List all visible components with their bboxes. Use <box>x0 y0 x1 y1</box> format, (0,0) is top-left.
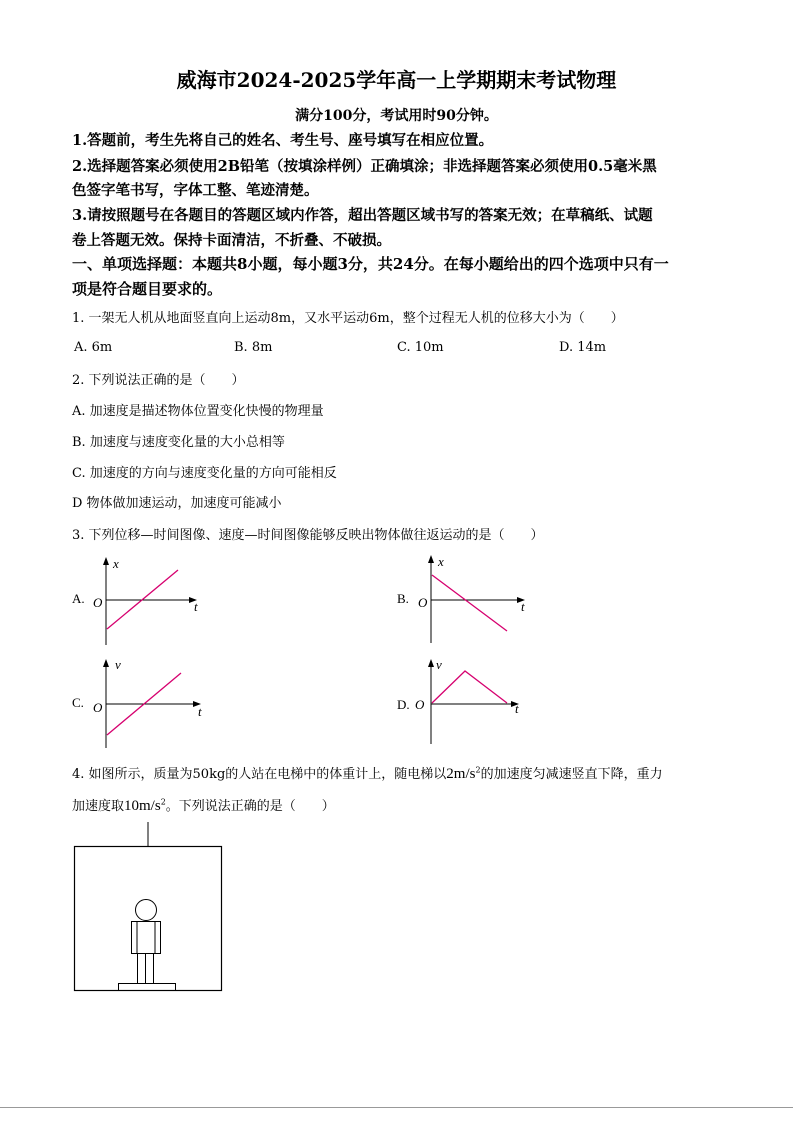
instruction-line: 卷上答题无效。保持卡面清洁，不折叠、不破损。 <box>72 232 391 249</box>
stem-text: 加速度取 <box>72 799 125 814</box>
question-1-option-a: A. 6m <box>74 340 113 355</box>
section-heading: 一、单项选择题：本题共8小题，每小题3分，共24分。在每小题给出的四个选项中只有一 <box>72 255 669 273</box>
question-1-option-c: C. 10m <box>397 340 444 355</box>
graph-c <box>90 657 210 752</box>
y-axis-arrow <box>103 659 109 667</box>
instruction-line: 2.选择题答案必须使用2B铅笔（按填涂样例）正确填涂；非选择题答案必须使用0.5毫米黑 <box>72 158 657 175</box>
graph-a-letter: A. <box>72 591 85 606</box>
plot-line <box>432 671 507 703</box>
x-label: t <box>521 599 525 614</box>
y-axis-arrow <box>103 557 109 565</box>
stem-text: 4. 如图所示，质量为50kg的人站在电梯中的体重计上，随电梯以 <box>72 767 447 782</box>
graph-b-letter: B. <box>397 591 409 606</box>
person-body <box>132 922 161 954</box>
elevator-figure <box>70 820 230 1000</box>
origin-label: O <box>418 595 428 610</box>
question-2-option-b: B. 加速度与速度变化量的大小总相等 <box>72 435 285 450</box>
question-2-option-a: A. 加速度是描述物体位置变化快慢的物理量 <box>72 404 324 419</box>
y-axis-arrow <box>428 555 434 563</box>
elevator-car <box>75 847 222 991</box>
x-label: t <box>515 701 519 716</box>
stem-text: 。下列说法正确的是（ ） <box>165 799 335 814</box>
y-label: x <box>438 554 444 569</box>
person-head <box>136 900 157 921</box>
x-label: t <box>194 599 198 614</box>
origin-label: O <box>415 697 425 712</box>
y-label: v <box>115 657 121 672</box>
question-1-option-b: B. 8m <box>234 340 273 355</box>
gravity-value: 10m/s <box>124 798 161 814</box>
superscript: 2 <box>475 765 481 775</box>
question-3-stem: 3. 下列位移—时间图像、速度—时间图像能够反映出物体做往返运动的是（ ） <box>72 528 544 543</box>
origin-label: O <box>93 700 103 715</box>
graph-a <box>90 555 210 650</box>
question-2-option-d: D 物体做加速运动，加速度可能减小 <box>72 496 282 511</box>
superscript: 2 <box>160 797 166 807</box>
exam-info: 满分100分，考试用时90分钟。 <box>295 108 498 124</box>
acceleration-value: 2m/s <box>446 766 476 782</box>
graph-d-letter: D. <box>397 697 410 712</box>
origin-label: O <box>93 595 103 610</box>
page-bottom-line <box>0 1107 793 1108</box>
y-label: v <box>436 657 442 672</box>
question-4-stem-line1 <box>72 763 663 783</box>
graph-c-letter: C. <box>72 695 84 710</box>
instruction-line: 3.请按照题号在各题目的答题区域内作答，超出答题区域书写的答案无效；在草稿纸、试题 <box>72 207 653 224</box>
y-label: x <box>113 556 119 571</box>
instruction-line: 1.答题前，考生先将自己的姓名、考生号、座号填写在相应位置。 <box>72 132 494 149</box>
graph-d <box>415 657 535 752</box>
stem-text: 的加速度匀减速竖直下降，重力 <box>480 767 663 782</box>
x-label: t <box>198 704 202 719</box>
question-1-option-d: D. 14m <box>559 340 607 355</box>
plot-line <box>432 575 507 631</box>
question-1-stem: 1. 一架无人机从地面竖直向上运动8m，又水平运动6m，整个过程无人机的位移大小为（ ） <box>72 311 624 326</box>
scale <box>119 984 176 991</box>
question-2-option-c: C. 加速度的方向与速度变化量的方向可能相反 <box>72 466 337 481</box>
y-axis-arrow <box>428 659 434 667</box>
question-2-stem: 2. 下列说法正确的是（ ） <box>72 373 245 388</box>
section-heading: 项是符合题目要求的。 <box>72 280 223 298</box>
instruction-line: 色签字笔书写，字体工整、笔迹清楚。 <box>72 182 319 199</box>
question-4-stem-line2 <box>72 795 335 815</box>
graph-b <box>415 553 535 648</box>
page-title: 威海市2024-2025学年高一上学期期末考试物理 <box>176 68 617 92</box>
